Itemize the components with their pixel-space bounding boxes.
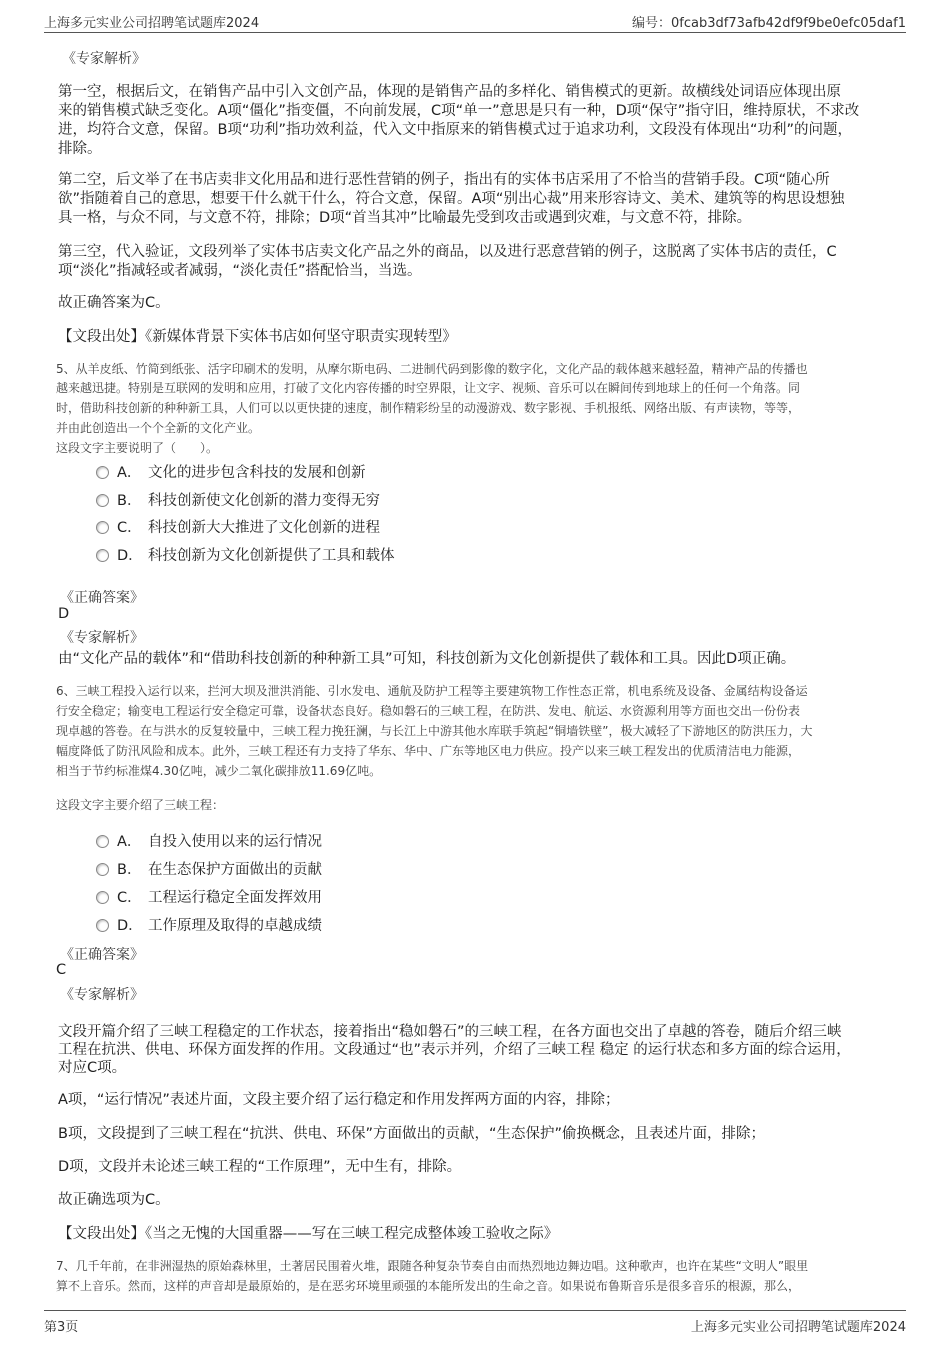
correct-answer: C — [56, 962, 67, 978]
option-letter: C． — [117, 520, 142, 536]
answer-conclusion: 故正确选项为C。 — [58, 1192, 170, 1208]
radio-button[interactable] — [96, 549, 109, 562]
question-text-line: 行安全稳定；输变电工程运行安全稳定可靠，设备状态良好。稳如磐石的三峡工程，在防洪、发电、航运、水资源利用等方面也交出一份份表 — [56, 704, 801, 718]
correct-answer-label: 《正确答案》 — [60, 947, 144, 963]
option-text: 科技创新使文化创新的潜力变得无穷 — [148, 493, 380, 509]
radio-button[interactable] — [96, 466, 109, 479]
option-b-explanation: B项，文段提到了三峡工程在“抗洪、供电、环保”方面做出的贡献，“生态保护”偷换概念，且表述片面，排除； — [58, 1126, 765, 1142]
question-text-line: 时，借助科技创新的种种新工具，人们可以以更快捷的速度，制作精彩纷呈的动漫游戏、数字影视、手机报纸、网络出版、有声读物，等等， — [56, 401, 801, 415]
passage-source: 【文段出处】《新媒体背景下实体书店如何坚守职责实现转型》 — [58, 329, 457, 345]
radio-button[interactable] — [96, 835, 109, 848]
option-text: 在生态保护方面做出的贡献 — [148, 862, 322, 878]
analysis-paragraph-line: 具一格，与众不同，与文意不符，排除；D项“首当其冲”比喻最先受到攻击或遇到灾难，与文意不符，排除。 — [58, 210, 752, 226]
correct-answer: D — [58, 606, 70, 622]
radio-button[interactable] — [96, 891, 109, 904]
analysis-paragraph-line: 项“淡化”指减轻或者减弱，“淡化责任”搭配恰当，当选。 — [58, 263, 422, 279]
option-letter: B． — [117, 493, 142, 509]
option-text: 自投入使用以来的运行情况 — [148, 834, 322, 850]
option-letter: D． — [117, 548, 143, 564]
passage-source: 【文段出处】《当之无愧的大国重器——写在三峡工程完成整体竣工验收之际》 — [58, 1226, 559, 1242]
question-prompt: 这段文字主要介绍了三峡工程： — [56, 798, 225, 812]
option-letter: D． — [117, 918, 143, 934]
analysis-paragraph-line: 第一空，根据后文，在销售产品中引入文创产品，体现的是销售产品的多样化、销售模式的更新。故横线处词语应体现出原 — [58, 84, 841, 100]
question-text-line: 相当于节约标准煤4.30亿吨，减少二氧化碳排放11.69亿吨。 — [56, 764, 382, 778]
question-text-line: 现卓越的答卷。在与洪水的反复较量中，三峡工程力挽狂澜，与长江上中游其他水库联手筑起“铜墙铁壁”，极大减轻了下游地区的防洪压力，大 — [56, 724, 813, 738]
expert-analysis-label: 《专家解析》 — [60, 987, 144, 1003]
footer-title: 上海多元实业公司招聘笔试题库2024 — [690, 1320, 906, 1335]
radio-button[interactable] — [96, 521, 109, 534]
page-footer — [44, 1310, 906, 1337]
analysis-paragraph-line: 第二空，后文举了在书店卖非文化用品和进行恶性营销的例子，指出有的实体书店采用了不恰当的营销手段。C项“随心所 — [58, 172, 830, 188]
question-text-line: 并由此创造出一个个全新的文化产业。 — [56, 421, 261, 435]
option-d-explanation: D项，文段并未论述三峡工程的“工作原理”，无中生有，排除。 — [58, 1159, 462, 1175]
question-text-line: 越来越迅捷。特别是互联网的发明和应用，打破了文化内容传播的时空界限，让文字、视频、音乐可以在瞬间传到地球上的任何一个角落。同 — [56, 381, 801, 395]
question-text-line: 6、三峡工程投入运行以来，拦河大坝及泄洪消能、引水发电、通航及防护工程等主要建筑物工作性态正常，机电系统及设备、金属结构设备运 — [56, 684, 808, 698]
analysis-paragraph-line: 欲”指随着自己的意思，想要干什么就干什么，符合文意，保留。A项“别出心裁”用来形容诗文、美术、建筑等的构思设想独 — [58, 191, 845, 207]
expert-analysis-label: 《专家解析》 — [62, 51, 146, 67]
option-text: 科技创新为文化创新提供了工具和载体 — [148, 548, 395, 564]
expert-analysis-text: 由“文化产品的载体”和“借助科技创新的种种新工具”可知，科技创新为文化创新提供了载体和工具。因此D项正确。 — [58, 651, 796, 667]
option-text: 文化的进步包含科技的发展和创新 — [148, 465, 366, 481]
analysis-paragraph-line: 对应C项。 — [58, 1060, 127, 1076]
page-header — [44, 10, 906, 33]
answer-conclusion: 故正确答案为C。 — [58, 295, 170, 311]
header-title: 上海多元实业公司招聘笔试题库2024 — [44, 16, 260, 31]
option-text: 工程运行稳定全面发挥效用 — [148, 890, 322, 906]
page-number: 第3页 — [44, 1320, 79, 1335]
radio-button[interactable] — [96, 863, 109, 876]
radio-button[interactable] — [96, 494, 109, 507]
analysis-paragraph-line: 来的销售模式缺乏变化。A项“僵化”指变僵，不向前发展，C项“单一”意思是只有一种，D项“保守”指守旧，维持原状，不求改 — [58, 103, 860, 119]
analysis-paragraph-line: 第三空，代入验证，文段列举了实体书店卖文化产品之外的商品，以及进行恶意营销的例子，这脱离了实体书店的责任，C — [58, 244, 837, 260]
analysis-paragraph-line: 文段开篇介绍了三峡工程稳定的工作状态，接着指出“稳如磐石”的三峡工程，在各方面也交出了卓越的答卷，随后介绍三峡 — [58, 1024, 842, 1040]
radio-button[interactable] — [96, 919, 109, 932]
option-text: 科技创新大大推进了文化创新的进程 — [148, 520, 380, 536]
question-text-line: 7、几千年前，在非洲湿热的原始森林里，土著居民围着火堆，跟随各种复杂节奏自由而热烈地边舞边唱。这种歌声，也许在某些“文明人”眼里 — [56, 1259, 809, 1273]
option-letter: C． — [117, 890, 142, 906]
question-text-line: 算不上音乐。然而，这样的声音却是最原始的，是在恶劣环境里顽强的本能所发出的生命之音。如果说布鲁斯音乐是很多音乐的根源，那么， — [56, 1279, 801, 1293]
question-text-line: 5、从羊皮纸、竹简到纸张、活字印刷术的发明，从摩尔斯电码、二进制代码到影像的数字化，文化产品的载体越来越轻盈，精神产品的传播也 — [56, 362, 808, 376]
question-text-line: 幅度降低了防汛风险和成本。此外，三峡工程还有力支持了华东、华中、广东等地区电力供应。投产以来三峡工程发出的优质清洁电力能源， — [56, 744, 801, 758]
analysis-paragraph-line: 工程在抗洪、供电、环保方面发挥的作用。文段通过“也”表示并列，介绍了三峡工程 稳定 的运行状态和多方面的综合运用， — [58, 1042, 851, 1058]
correct-answer-label: 《正确答案》 — [60, 590, 144, 606]
question-prompt: 这段文字主要说明了（ ）。 — [56, 441, 219, 455]
option-a-explanation: A项，“运行情况”表述片面，文段主要介绍了运行稳定和作用发挥两方面的内容，排除； — [58, 1092, 620, 1108]
option-letter: A． — [117, 465, 142, 481]
header-document-id: 编号：0fcab3df73afb42df9f9be0efc05daf1 — [632, 16, 906, 31]
option-letter: B． — [117, 862, 142, 878]
option-text: 工作原理及取得的卓越成绩 — [148, 918, 322, 934]
expert-analysis-label: 《专家解析》 — [60, 630, 144, 646]
analysis-paragraph-line: 排除。 — [58, 141, 102, 157]
analysis-paragraph-line: 进，均符合文意，保留。B项“功利”指功效利益，代入文中指原来的销售模式过于追求功利，文段没有体现出“功利”的问题， — [58, 122, 852, 138]
option-letter: A． — [117, 834, 142, 850]
